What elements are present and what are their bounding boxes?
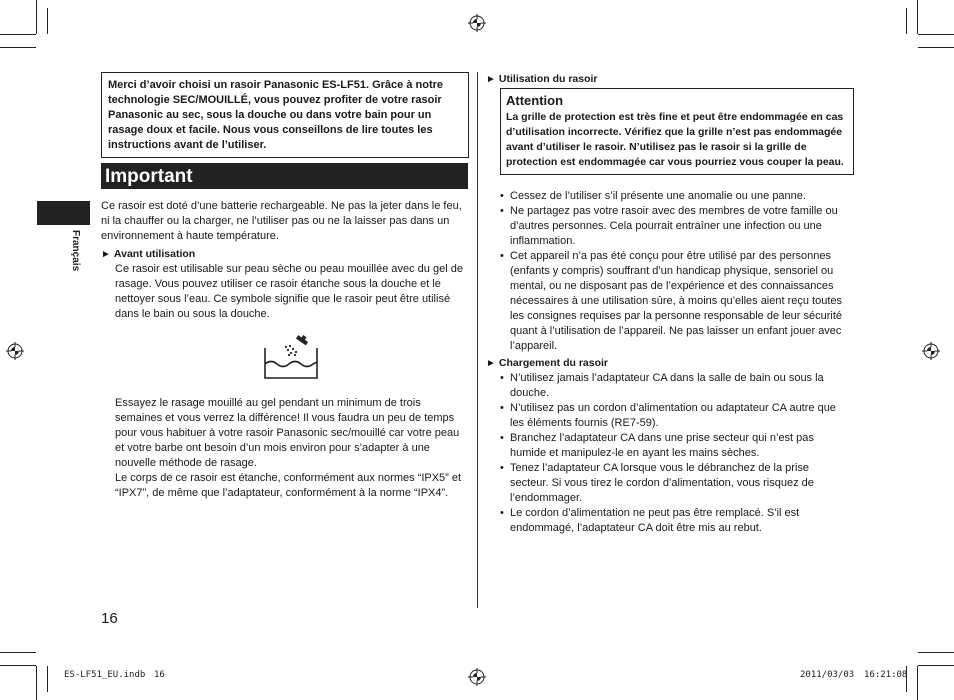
page-number: 16 [101, 610, 118, 627]
heading-text: Utilisation du rasoir [498, 73, 598, 85]
battery-warning: Ce rasoir est doté d’une batterie rechargeable. Ne pas la jeter dans le feu, ni la chauffer ou la charger, ne l’utiliser pas ou ne la laisser pas dans un environnement à haute température. [101, 200, 462, 242]
before-use-heading [101, 247, 468, 262]
list-item: • Le cordon d’alimentation ne peut pas être remplacé. S’il est endommagé, l’adaptateur CA doit être mis au rebut. [500, 506, 850, 536]
list-item: • Cessez de l’utiliser s’il présente une anomalie ou une panne. [500, 189, 850, 204]
waterproof-text: Le corps de ce rasoir est étanche, conformément aux normes “IPX5” et “IPX7”, de même que l’adaptateur, conformément à la norme “IPX4”. [115, 472, 462, 499]
arrow-right-icon: ► [101, 249, 111, 260]
list-item: • Ne partagez pas votre rasoir avec des membres de votre famille ou d’autres personnes. Cela pourrait entraîner une infection ou une inflammation. [500, 204, 850, 249]
section-title-important: Important [105, 166, 193, 187]
arrow-right-icon: ► [486, 74, 496, 85]
list-item: • Cet appareil n’a pas été conçu pour être utilisé par des personnes (enfants y compris) souffrant d’un handicap physique, sensoriel ou mental, ou ne disposant pas de l’expérience et des connaissances nécessaires à une utilisation sûre, à moins qu’elles aient reçu toutes les consignes requises par la personne responsable de leur sécurité quant à l’utilisation de l’appareil. Ne pas laisser un enfant jouer avec l’appareil. [500, 249, 850, 354]
language-label: Français [70, 230, 81, 272]
usage-list [500, 189, 850, 354]
list-item: • Tenez l’adaptateur CA lorsque vous le débranchez de la prise secteur. Si vous tirez le cordon d’alimentation, vous risquez de l’endommager. [500, 461, 850, 506]
registration-mark-icon [468, 14, 486, 32]
shower-bath-symbol-icon [262, 334, 320, 380]
usage-heading [486, 72, 846, 87]
attention-text: La grille de protection est très fine et peut être endommagée en cas d’utilisation incorrecte. Vérifiez que la grille n’est pas endommagée avant d’utiliser le rasoir. N’utilisez pas le rasoir si la grille de protection est endommagée car vous pourriez vous couper la peau. [506, 111, 844, 168]
attention-title: Attention [506, 93, 564, 108]
heading-text: Chargement du rasoir [498, 357, 609, 369]
charging-list [500, 371, 850, 536]
column-divider [477, 72, 478, 608]
charging-heading [486, 356, 846, 371]
list-item: • N’utilisez jamais l’adaptateur CA dans la salle de bain ou sous la douche. [500, 371, 850, 401]
registration-mark-icon [6, 342, 24, 360]
list-item: • N’utilisez pas un cordon d’alimentation ou adaptateur CA autre que les éléments fournis (RE7-59). [500, 401, 850, 431]
footer-file: ES-LF51_EU.indb [64, 670, 146, 680]
heading-text: Avant utilisation [113, 248, 196, 260]
footer-file-page: 16 [154, 670, 165, 680]
footer-date: 2011/03/03 [800, 670, 855, 680]
list-item: • Branchez l’adaptateur CA dans une prise secteur qui n’est pas humide et manipulez-le en ayant les mains sèches. [500, 431, 850, 461]
before-use-text: Ce rasoir est utilisable sur peau sèche ou peau mouillée avec du gel de rasage. Vous pouvez utiliser ce rasoir étanche sous la douche et le nettoyer sous l’eau. Ce symbole signifie que le rasoir peut être utilisé dans le bain ou sous la douche. [115, 263, 463, 320]
registration-mark-icon [922, 342, 940, 360]
attention-box [500, 88, 854, 175]
arrow-right-icon: ► [486, 358, 496, 369]
intro-box: Merci d’avoir choisi un rasoir Panasonic ES-LF51. Grâce à notre technologie SEC/MOUILLÉ, vous pouvez profiter de votre rasoir Panasonic au sec, sous la douche ou dans votre bain pour un rasage doux et facile. Nous vous conseillons de lire toutes les instructions avant de l’utiliser. [101, 72, 469, 158]
language-tab [37, 201, 90, 225]
footer-time: 16:21:08 [864, 670, 908, 680]
wet-shave-text: Essayez le rasage mouillé au gel pendant un minimum de trois semaines et vous verrez la différence! Il vous faudra un peu de temps pour vous habituer à votre rasoir Panasonic sec/mouillé car votre peau et votre barbe ont besoin d’un mois environ pour s’adapter à une nouvelle méthode de rasage. [115, 397, 460, 469]
registration-mark-icon [468, 668, 486, 686]
